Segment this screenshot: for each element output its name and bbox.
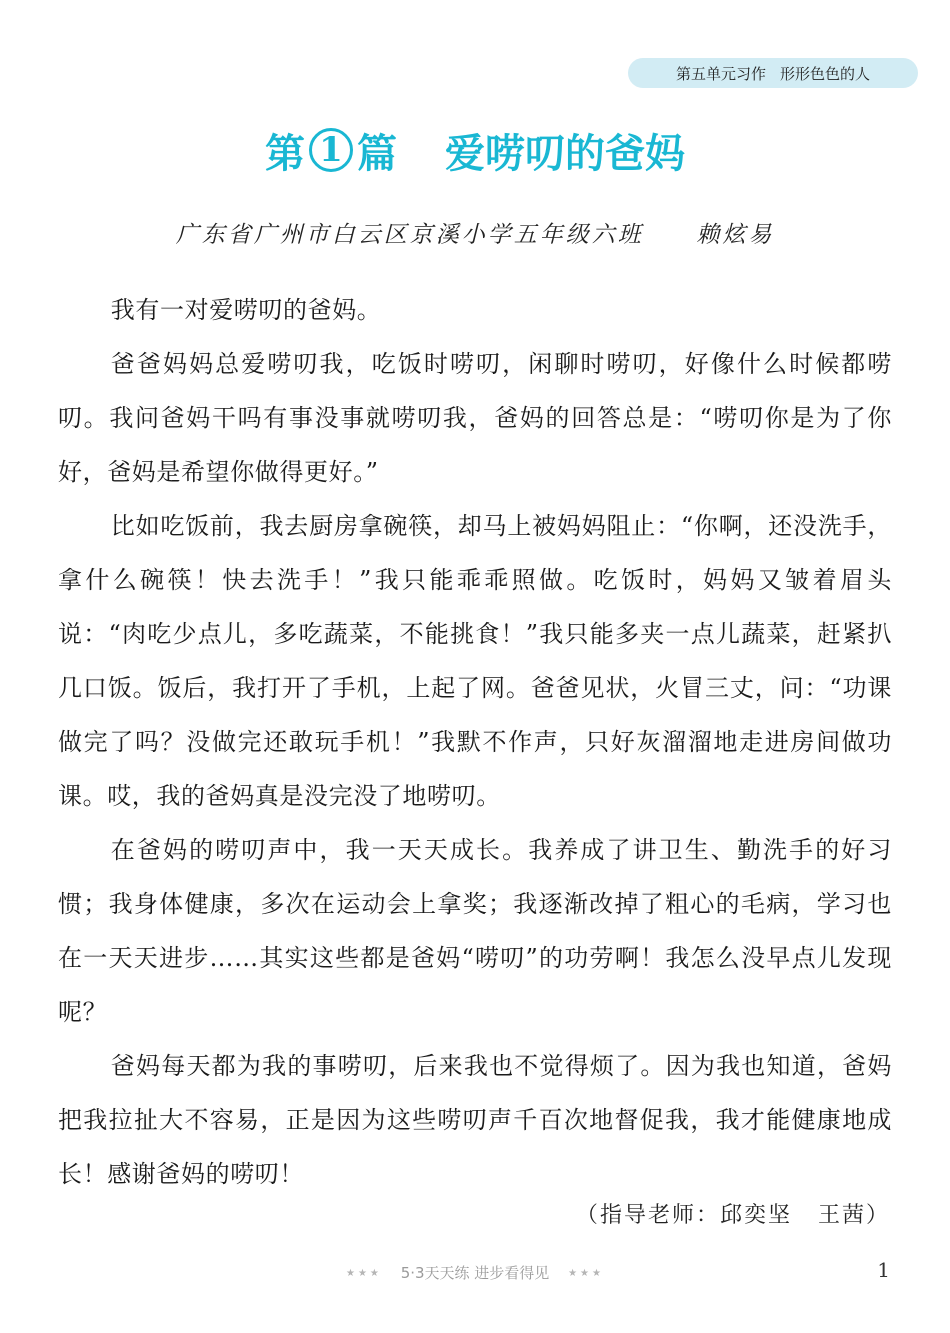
teacher-name: 邱奕坚	[719, 1203, 792, 1228]
author-school: 广东省广州市白云区京溪小学五年级六班	[175, 222, 644, 248]
author-name: 赖炫易	[696, 222, 775, 248]
page-footer	[0, 1262, 950, 1283]
teacher-name: 王茜	[817, 1203, 866, 1228]
essay-title	[0, 118, 950, 182]
paragraph: 比如吃饭前，我去厨房拿碗筷，却马上被妈妈阻止：“你啊，还没洗手，拿什么碗筷！快去洗手！”我只能乖乖照做。吃饭时，妈妈又皱着眉头说：“肉吃少点儿，多吃蔬菜，不能挑食！”我只能多夹一点儿蔬菜，赶紧扒几口饭。饭后，我打开了手机，上起了网。爸爸见状，火冒三丈，问：“功课做完了吗？没做完还敢玩手机！”我默不作声，只好灰溜溜地走进房间做功课。哎，我的爸妈真是没完没了地唠叨。	[58, 512, 892, 810]
unit-label: 第五单元习作	[675, 64, 766, 83]
essay-number-badge: 1	[309, 128, 353, 172]
star-icon: ★★★	[346, 1268, 382, 1279]
title-prefix: 第	[265, 130, 305, 177]
title-text: 爱唠叨的爸妈	[445, 130, 685, 177]
paragraph: 爸妈每天都为我的事唠叨，后来我也不觉得烦了。因为我也知道，爸妈把我拉扯大不容易，正是因为这些唠叨声千百次地督促我，我才能健康地成长！感谢爸妈的唠叨！	[58, 1052, 892, 1188]
unit-header-tab	[628, 58, 918, 88]
signature-label: 指导老师：	[599, 1203, 720, 1228]
teacher-signature	[576, 1198, 890, 1229]
paragraph: 我有一对爱唠叨的爸妈。	[110, 296, 382, 324]
title-suffix: 篇	[357, 130, 397, 177]
unit-theme: 形形色色的人	[780, 64, 871, 83]
essay-body	[58, 283, 892, 1201]
signature-open-paren: （	[575, 1203, 600, 1228]
signature-close-paren: ）	[865, 1203, 890, 1228]
paragraph: 爸爸妈妈总爱唠叨我，吃饭时唠叨，闲聊时唠叨，好像什么时候都唠叨。我问爸妈干吗有事没事就唠叨我，爸妈的回答总是：“唠叨你是为了你好，爸妈是希望你做得更好。”	[58, 350, 892, 486]
paragraph: 在爸妈的唠叨声中，我一天天成长。我养成了讲卫生、勤洗手的好习惯；我身体健康，多次在运动会上拿奖；我逐渐改掉了粗心的毛病，学习也在一天天进步……其实这些都是爸妈“唠叨”的功劳啊！我怎么没早点儿发现呢？	[58, 836, 892, 1026]
author-line	[0, 216, 950, 249]
footer-slogan: 5·3天天练 进步看得见	[400, 1264, 550, 1282]
page-number: 1	[877, 1258, 890, 1282]
star-icon: ★★★	[568, 1268, 604, 1279]
